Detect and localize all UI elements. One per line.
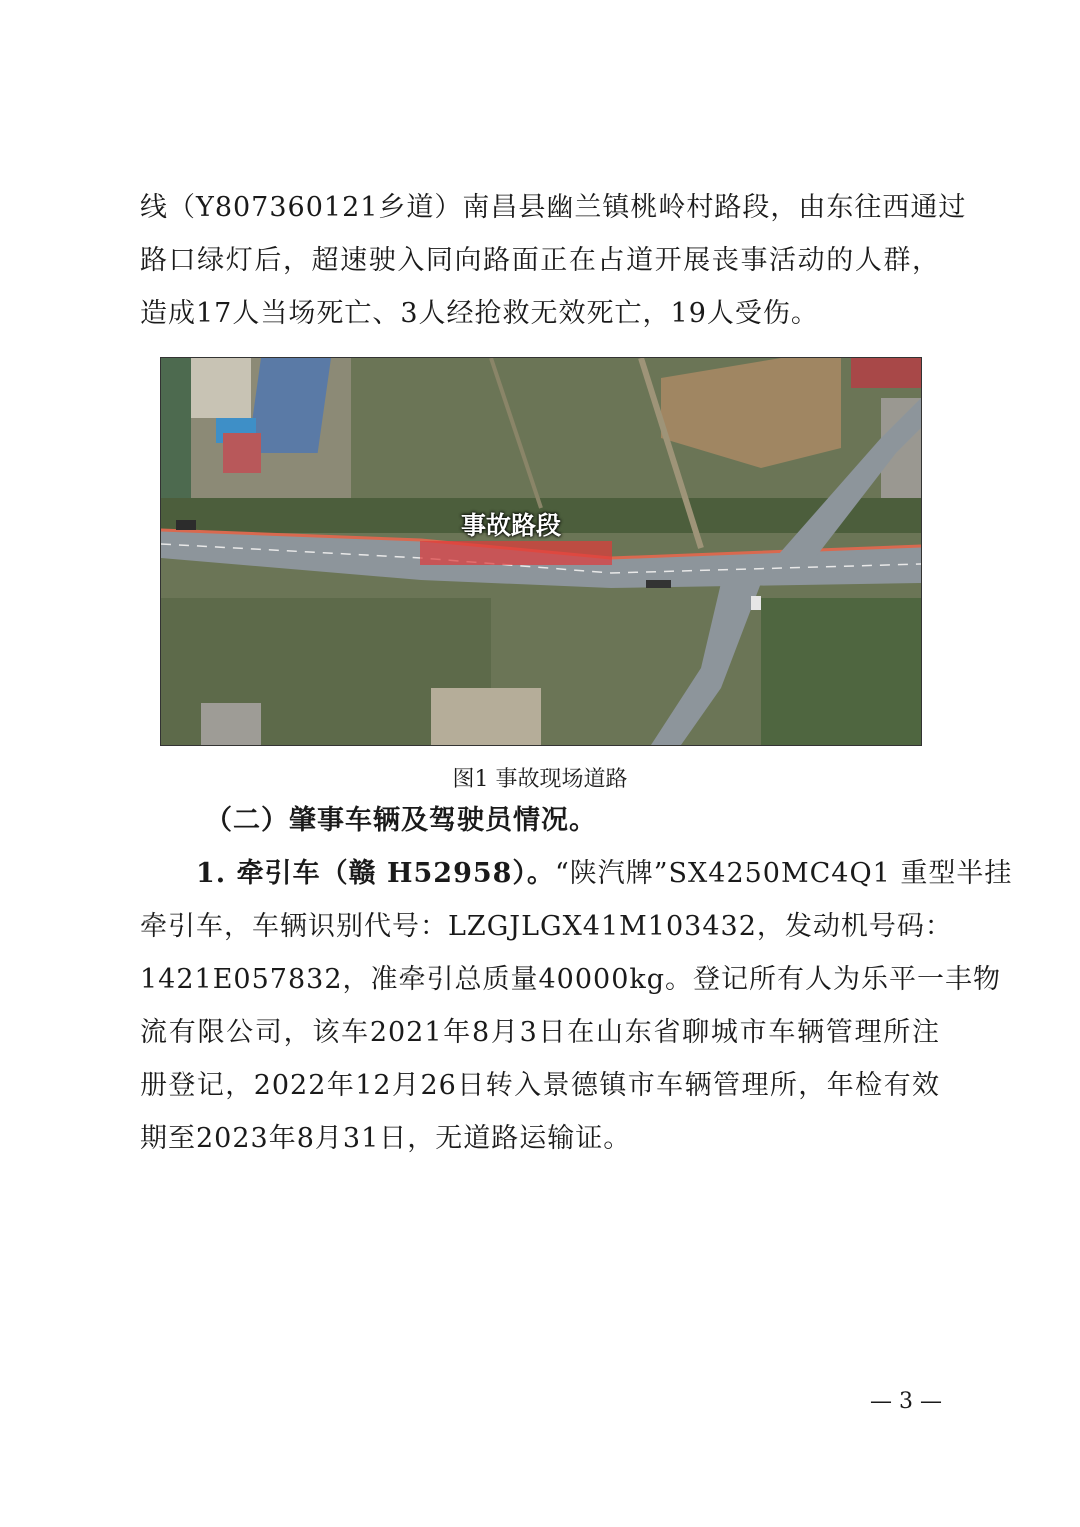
text-line: 册登记，2022年12月26日转入景德镇市车辆管理所，年检有效 <box>140 1070 940 1101</box>
item-1-first-line <box>196 856 1013 892</box>
text-line: 期至2023年8月31日，无道路运输证。 <box>140 1123 632 1154</box>
section-heading: （二）肇事车辆及驾驶员情况。 <box>205 805 597 836</box>
text-line: 牵引车，车辆识别代号：LZGJLGX41M103432，发动机号码： <box>140 911 953 942</box>
page-number: — 3 — <box>870 1389 942 1414</box>
item-1-lead: 1. 牵引车（赣 H52958）。 <box>196 858 555 889</box>
figure-caption: 图1 事故现场道路 <box>452 767 628 792</box>
text-fragment: “陕汽牌”SX4250MC4Q1 重型半挂 <box>554 858 1013 889</box>
text-line: 路口绿灯后，超速驶入同向路面正在占道开展丧事活动的人群， <box>140 245 940 276</box>
text-line: 1421E057832，准牵引总质量40000kg。登记所有人为乐平一丰物 <box>140 964 1002 995</box>
text-line: 线（Y807360121乡道）南昌县幽兰镇桃岭村路段，由东往西通过 <box>140 192 967 223</box>
accident-segment-label: 事故路段 <box>461 511 562 540</box>
text-line: 流有限公司，该车2021年8月3日在山东省聊城市车辆管理所注 <box>140 1017 940 1048</box>
accident-site-aerial-photo <box>160 357 922 746</box>
text-line: 造成17人当场死亡、3人经抢救无效死亡，19人受伤。 <box>140 298 819 329</box>
